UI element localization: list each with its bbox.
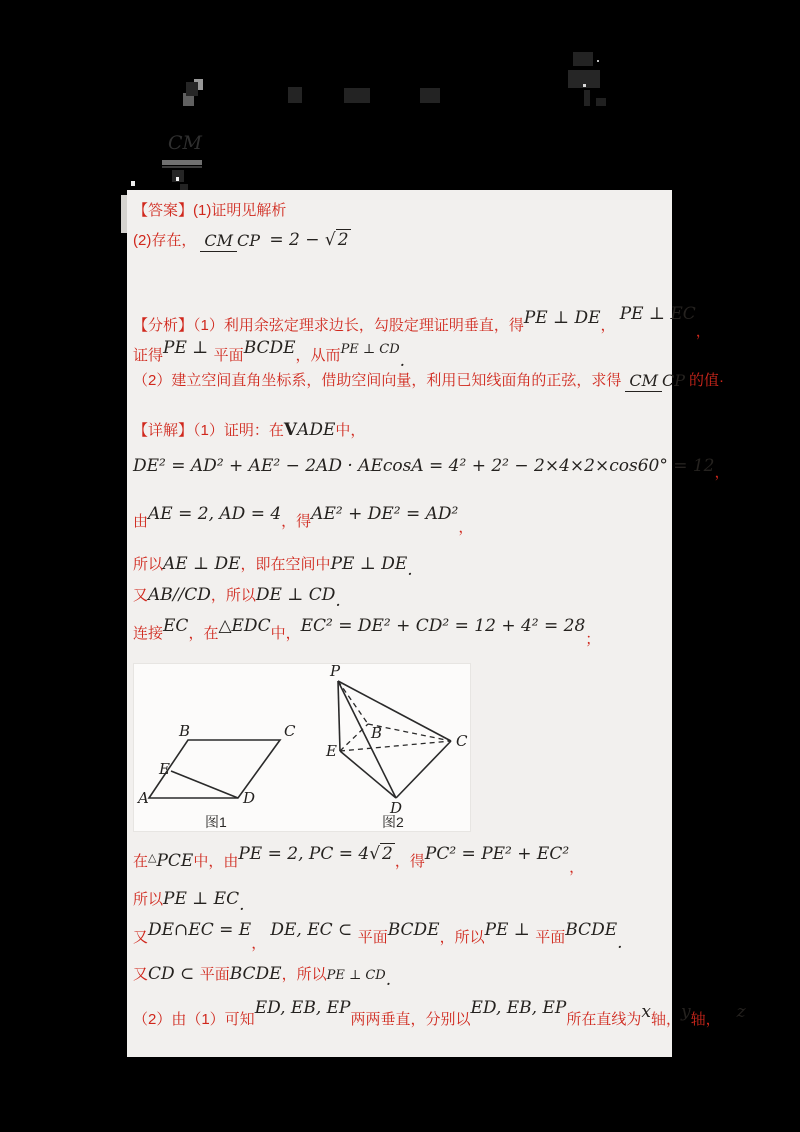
faint-formula-remnant [596, 98, 606, 106]
math-text: BCDE [243, 338, 296, 358]
math-text: . [399, 351, 406, 371]
red-text: 中，由 [193, 853, 239, 870]
math-text: PC² = PE² + EC² [424, 844, 570, 864]
math-text: ED, EB, EP [470, 998, 567, 1018]
red-text: 平面 [213, 347, 244, 364]
math-text: BCDE [387, 920, 440, 940]
doc-line-7 [133, 454, 730, 484]
red-text: 轴， [690, 1011, 721, 1028]
fig1-label-A: A [138, 789, 149, 807]
faint-formula-remnant [584, 90, 590, 106]
doc-line-15 [133, 962, 391, 993]
doc-line-10 [133, 583, 341, 614]
math-text: PE ⊥ [163, 338, 214, 358]
math-text: PCE [156, 851, 194, 871]
red-text: 【详解】（1）证明：在 [133, 422, 284, 439]
red-text: 又 [133, 587, 149, 604]
red-text: ，即在空间中 [240, 556, 331, 573]
doc-line-6 [133, 418, 365, 443]
math-text: AE² + DE² = AD² [311, 504, 459, 524]
math-text: AB//CD [148, 585, 211, 605]
radical: √ 2 [369, 844, 393, 864]
speck [176, 177, 179, 181]
red-text: ， [714, 464, 730, 481]
red-text: ， [569, 859, 585, 876]
red-text: 在 [133, 853, 149, 870]
red-text: （2）由（1）可知 [133, 1011, 255, 1028]
math-text: z [736, 1002, 746, 1022]
red-text: 由 [133, 513, 149, 530]
math-text: . [239, 895, 245, 915]
math-text: ADE [297, 420, 336, 440]
red-text: 轴， [650, 1011, 681, 1028]
red-text: ， [251, 935, 271, 952]
doc-line-8 [133, 502, 473, 539]
red-text: ， [600, 317, 620, 334]
faint-fraction-bar [162, 160, 202, 165]
math-text: EC [163, 616, 189, 636]
math-text: PE ⊥ EC [163, 889, 240, 909]
doc-line-4 [133, 336, 405, 374]
red-text: （2）建立空间直角坐标系，借助空间向量，利用已知线面角的正弦，求得 [133, 372, 622, 389]
red-text: 所在直线为 [566, 1011, 642, 1028]
math-text: AE = 2, AD = 4 [148, 504, 282, 524]
doc-line-5 [133, 370, 724, 392]
faint-formula-remnant [420, 88, 440, 103]
red-text: ，所以 [281, 966, 327, 983]
doc-line-13 [133, 887, 244, 918]
math-text: BCDE [565, 920, 618, 940]
red-text: 【答案】(1)证明见解析 [133, 202, 287, 219]
red-text: 平面 [357, 929, 388, 946]
math-text: DE² = AD² + AE² − 2AD · AEcosA = 4² + 2² − 2×4×2×cos60° = 12 [133, 456, 715, 476]
fraction: CM CP [625, 371, 685, 390]
red-text: 平面 [199, 966, 230, 983]
faint-formula-remnant [573, 52, 593, 66]
math-text: CD ⊂ [148, 964, 200, 984]
math-text: = 2 − [263, 230, 325, 250]
faint-fraction-bar [162, 166, 202, 168]
math-text: BCDE [229, 964, 282, 984]
math-text: . [407, 560, 413, 580]
faint-formula-remnant-cm: CM [168, 132, 202, 154]
red-text: ，所以 [210, 587, 256, 604]
math-text: PE ⊥ CD [340, 342, 400, 357]
math-text: . [617, 933, 623, 953]
doc-line-14 [133, 918, 623, 956]
fig1-label-B: B [179, 722, 191, 740]
red-text: 中， [270, 625, 301, 642]
math-text: △EDC [218, 616, 271, 636]
fig2-label-D: D [390, 799, 403, 817]
red-text: ，从而 [295, 347, 341, 364]
figure-2-pyramid-solid-edges [338, 681, 451, 798]
red-text: 【分析】（1）利用余弦定理求边长，勾股定理证明垂直，得 [133, 317, 524, 334]
doc-line-16 [133, 996, 746, 1031]
red-text: ，在 [188, 625, 219, 642]
red-text: 的值· [689, 372, 724, 389]
red-text: ，得 [281, 513, 312, 530]
doc-line-2 [133, 228, 351, 253]
doc-line-1 [133, 200, 286, 222]
speck [583, 84, 586, 87]
red-text: 又 [133, 929, 149, 946]
math-text: . [385, 970, 392, 990]
red-text: 证得 [133, 347, 164, 364]
red-text: ， [695, 323, 711, 340]
math-text: PE ⊥ EC [619, 304, 696, 324]
fig1-label-C: C [284, 722, 296, 740]
math-text: PE ⊥ [484, 920, 536, 940]
fig1-label-E: E [159, 760, 170, 778]
math-text: EC² = DE² + CD² = 12 + 4² = 28 [300, 616, 586, 636]
fig2-label-B: B [371, 724, 383, 742]
red-text: 两两垂直，分别以 [350, 1011, 471, 1028]
red-text: 连接 [133, 625, 164, 642]
math-text: △ [148, 851, 157, 864]
faint-formula-remnant [344, 88, 370, 103]
math-text: DE, EC ⊂ [270, 920, 358, 940]
math-text: PE ⊥ CD [326, 968, 386, 983]
figure-panel [133, 663, 471, 832]
math-text: V [283, 420, 298, 440]
math-text: ED, EB, EP [254, 998, 351, 1018]
fig2-caption: 图2 [382, 814, 404, 830]
red-text: 中， [335, 422, 366, 439]
fig2-label-C: C [456, 732, 468, 750]
faint-formula-remnant [186, 82, 198, 96]
math-text: y [680, 1002, 691, 1022]
red-text: 所以 [133, 891, 164, 908]
geometry-figures [134, 664, 470, 831]
red-text: ； [585, 631, 601, 648]
red-text: ，所以 [439, 929, 485, 946]
faint-formula-remnant [288, 87, 302, 103]
math-text: PE ⊥ DE [330, 554, 408, 574]
red-text: 平面 [535, 929, 566, 946]
doc-line-9 [133, 552, 413, 583]
fraction: CM CP [200, 231, 260, 250]
math-text: DE ⊥ CD [255, 585, 336, 605]
fig2-label-P: P [330, 664, 341, 680]
red-text: (2)存在， [133, 232, 197, 249]
red-text: ， [458, 519, 474, 536]
red-text: 所以 [133, 556, 164, 573]
math-text: x [641, 1002, 651, 1022]
doc-line-11 [133, 614, 600, 651]
fig1-label-D: D [243, 789, 256, 807]
red-text: ，得 [394, 853, 425, 870]
math-text: PE ⊥ DE [523, 308, 601, 328]
radical: √ 2 [324, 230, 349, 250]
document-page [127, 190, 746, 1057]
fig1-caption: 图1 [205, 814, 227, 830]
math-text: AE ⊥ DE [163, 554, 241, 574]
speck [131, 181, 135, 186]
fig2-label-E: E [326, 742, 337, 760]
doc-line-12 [133, 842, 584, 879]
speck [597, 60, 599, 62]
math-text: . [335, 591, 341, 611]
red-text: 又 [133, 966, 149, 983]
math-text: PE = 2, PC = 4 [238, 844, 370, 864]
math-text: DE∩EC = E [148, 920, 252, 940]
